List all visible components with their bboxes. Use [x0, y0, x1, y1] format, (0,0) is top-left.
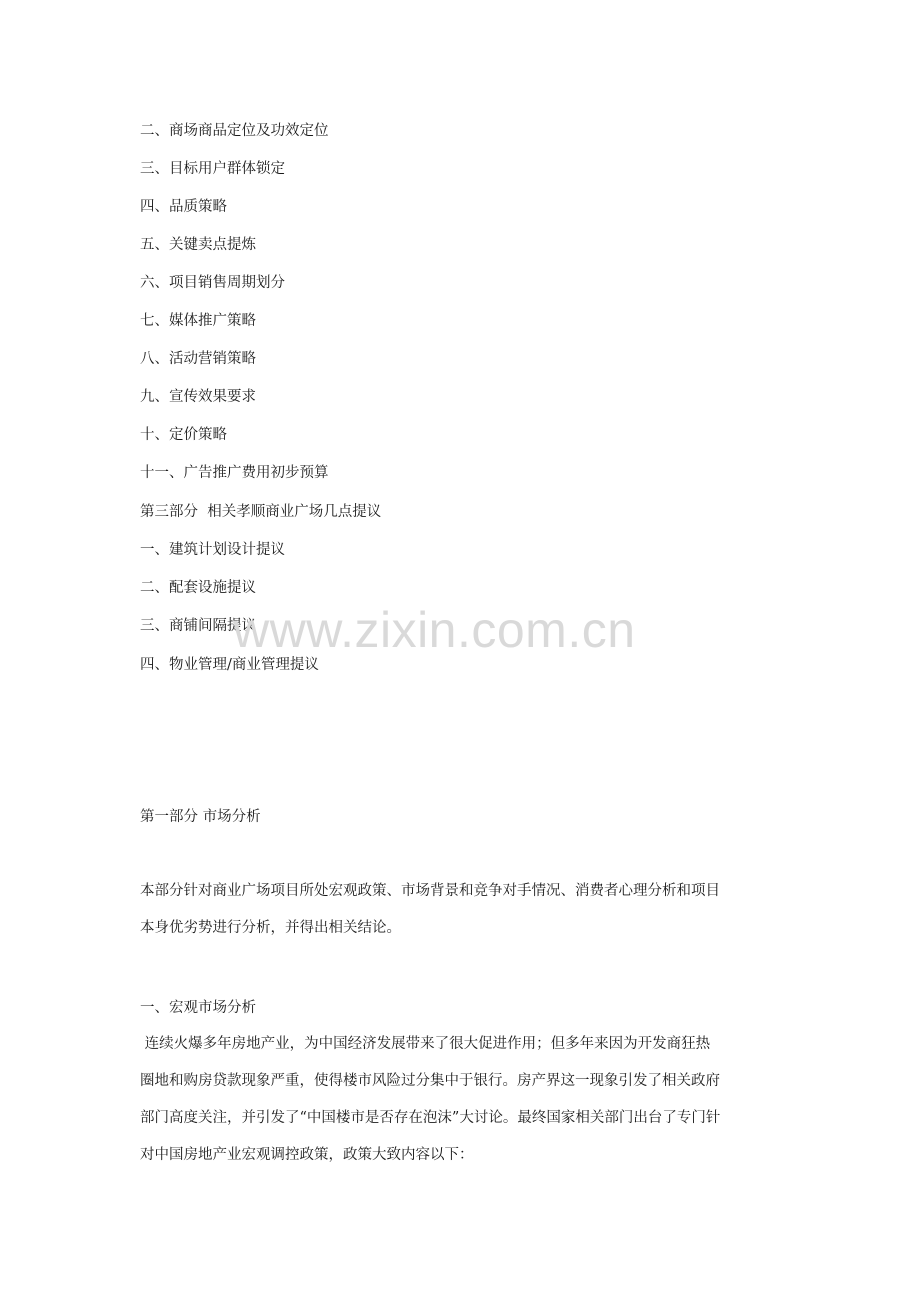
- body-line: 连续火爆多年房地产业，为中国经济发展带来了很大促进作用；但多年来因为开发商狂热: [140, 1036, 711, 1052]
- body-line: 部门高度关注，并引发了“中国楼市是否存在泡沫”大讨论。最终国家相关部门出台了专门针: [140, 1110, 721, 1126]
- toc-item: 十、定价策略: [140, 427, 227, 443]
- toc-item: 五、关键卖点提炼: [140, 237, 256, 253]
- toc-item: 十一、广告推广费用初步预算: [140, 465, 329, 481]
- toc-item: 一、建筑计划设计提议: [140, 542, 285, 558]
- toc-part-heading: 第三部分 相关孝顺商业广场几点提议: [140, 504, 382, 520]
- toc-item: 二、商场商品定位及功效定位: [140, 123, 329, 139]
- toc-item: 九、宣传效果要求: [140, 389, 256, 405]
- intro-paragraph: [140, 873, 790, 947]
- toc-item: 四、品质策略: [140, 199, 227, 215]
- intro-line: 本身优劣势进行分析，并得出相关结论。: [140, 920, 401, 936]
- toc-item: 二、配套设施提议: [140, 580, 256, 596]
- body-line: 圈地和购房贷款现象严重，使得楼市风险过分集中于银行。房产界这一现象引发了相关政府: [140, 1073, 720, 1089]
- toc-item: 八、活动营销策略: [140, 351, 256, 367]
- toc-item: 三、商铺间隔提议: [140, 618, 256, 634]
- intro-line: 本部分针对商业广场项目所处宏观政策、市场背景和竞争对手情况、消费者心理分析和项目: [140, 883, 720, 899]
- toc-item: 六、项目销售周期划分: [140, 275, 285, 291]
- toc-item: 七、媒体推广策略: [140, 313, 256, 329]
- watermark: www.zixin.com.cn: [233, 602, 636, 658]
- subsection-title: 一、宏观市场分析: [140, 1000, 256, 1016]
- toc-item: 四、物业管理/商业管理提议: [140, 657, 319, 673]
- section-title: 第一部分 市场分析: [140, 809, 261, 825]
- toc-item: 三、目标用户群体锁定: [140, 161, 285, 177]
- body-line: 对中国房地产业宏观调控政策，政策大致内容以下：: [140, 1147, 474, 1163]
- body-paragraph: [140, 1026, 790, 1174]
